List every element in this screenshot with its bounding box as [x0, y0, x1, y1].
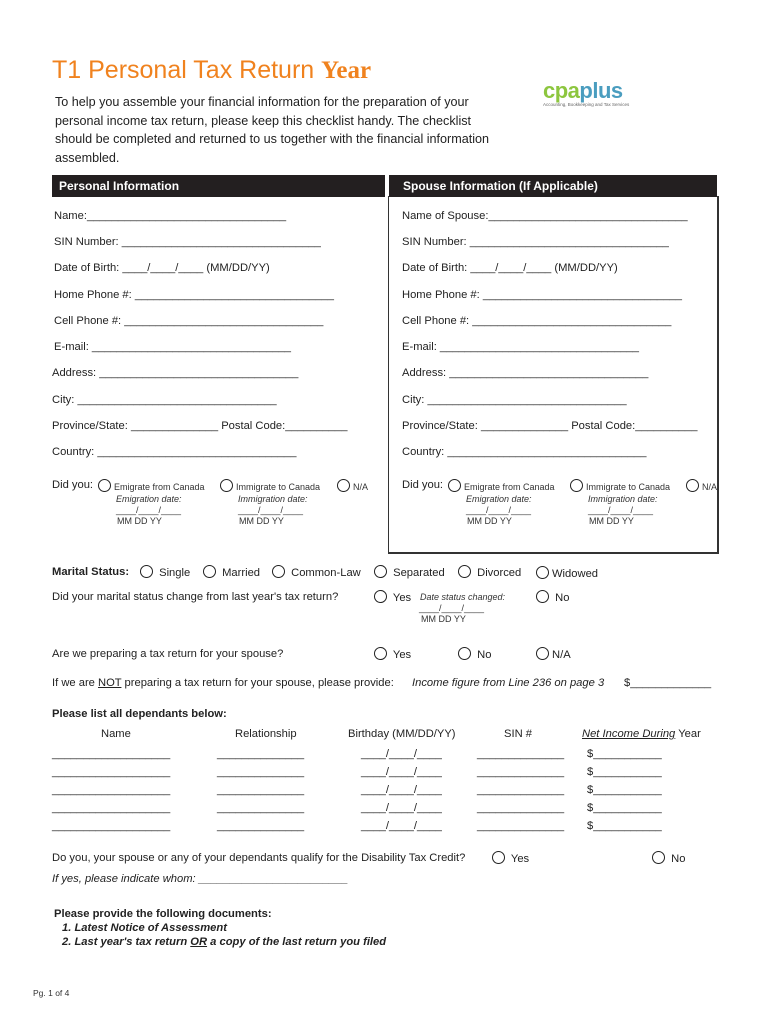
marital-change-no-label: No — [555, 592, 570, 604]
col-income-header — [582, 728, 701, 740]
col-income-year: Year — [678, 728, 701, 740]
email-field[interactable]: E-mail: ________________________________ — [54, 341, 292, 353]
title-year: Year — [321, 57, 372, 84]
document-item-1: 1. Latest Notice of Assessment — [62, 922, 227, 934]
dob-field[interactable]: Date of Birth: ____/____/____ (MM/DD/YY) — [54, 262, 270, 274]
date-status-changed-format: MM DD YY — [421, 614, 466, 624]
commonlaw-label: Common-Law — [291, 567, 361, 579]
marital-married-option[interactable] — [203, 565, 260, 579]
personal-info-header — [52, 175, 385, 197]
disability-yes-option[interactable] — [492, 851, 529, 865]
income-line-236-label: Income figure from Line 236 on page 3 — [412, 677, 605, 689]
marital-divorced-option[interactable] — [458, 565, 521, 579]
dependant-income-field[interactable]: $___________ — [587, 802, 662, 814]
spouse-city-field[interactable]: City: ________________________________ — [402, 394, 627, 406]
spouse-return-na-radio[interactable] — [536, 647, 549, 660]
document-item-2 — [62, 936, 386, 948]
divorced-label: Divorced — [477, 567, 522, 579]
intro-text: To help you assemble your financial information for the preparation of your personal income tax return, please keep this checklist handy. The checklist should be completed and returned to us together with the financial information assembled. — [55, 95, 490, 165]
spouse-emigration-date-field[interactable]: ____/____/____ — [466, 505, 532, 515]
dependant-sin-field[interactable]: ______________ — [477, 748, 565, 760]
spouse-return-no-radio[interactable] — [458, 647, 471, 660]
marital-change-no-radio[interactable] — [536, 590, 549, 603]
marital-change-yes-option[interactable] — [374, 590, 411, 604]
city-field[interactable]: City: ________________________________ — [52, 394, 277, 406]
emigrate-radio[interactable] — [98, 479, 111, 492]
spouse-return-yes-option[interactable] — [374, 647, 411, 661]
doc2-pre: 2. Last year's tax return — [62, 936, 191, 948]
country-field[interactable]: Country: ________________________________ — [52, 446, 297, 458]
dependant-sin-field[interactable]: ______________ — [477, 784, 565, 796]
spouse-did-you-label: Did you: — [402, 479, 444, 491]
logo-cpa: cpa — [543, 78, 580, 103]
cpaplus-logo — [543, 78, 629, 107]
not-post: preparing a tax return for your spouse, please provide: — [121, 677, 394, 689]
dependant-income-field[interactable]: $___________ — [587, 748, 662, 760]
immigration-date-format: MM DD YY — [239, 516, 284, 526]
disability-question: Do you, your spouse or any of your dependants qualify for the Disability Tax Credit? — [52, 852, 466, 864]
spouse-province-postal-field[interactable]: Province/State: ______________ Postal Code:__________ — [402, 420, 698, 432]
spouse-emigrate-radio[interactable] — [448, 479, 461, 492]
date-status-changed-field[interactable]: ____/____/____ — [419, 603, 485, 613]
dependants-heading: Please list all dependants below: — [52, 708, 227, 720]
dependant-name-field[interactable]: ___________________ — [52, 784, 171, 796]
separated-label: Separated — [393, 567, 445, 579]
spouse-return-no-option[interactable] — [458, 647, 491, 661]
spouse-return-na-label: N/A — [552, 649, 571, 661]
spouse-cell-phone-field[interactable]: Cell Phone #: ________________________________ — [402, 315, 672, 327]
separated-radio[interactable] — [374, 565, 387, 578]
spouse-return-yes-label: Yes — [392, 649, 412, 661]
commonlaw-radio[interactable] — [272, 565, 285, 578]
personal-heading-text: Personal Information — [59, 179, 180, 193]
dependant-name-field[interactable]: ___________________ — [52, 766, 171, 778]
immigrate-label: Immigrate to Canada — [236, 482, 321, 492]
province-postal-field[interactable]: Province/State: ______________ Postal Code:__________ — [52, 420, 348, 432]
dependant-birthday-field[interactable]: ____/____/____ — [361, 802, 442, 814]
disability-no-option[interactable] — [652, 851, 685, 865]
dependant-income-field[interactable]: $___________ — [587, 784, 662, 796]
spouse-return-no-label: No — [477, 649, 492, 661]
na-radio[interactable] — [337, 479, 350, 492]
spouse-return-yes-radio[interactable] — [374, 647, 387, 660]
spouse-na-radio[interactable] — [686, 479, 699, 492]
emigration-date-format: MM DD YY — [117, 516, 162, 526]
immigrate-radio[interactable] — [220, 479, 233, 492]
spouse-income-field[interactable]: $_____________ — [624, 677, 712, 689]
col-relationship-header: Relationship — [235, 728, 297, 740]
disability-no-radio[interactable] — [652, 851, 665, 864]
marital-status-label: Marital Status: — [52, 566, 130, 578]
spouse-return-na-option[interactable] — [536, 647, 571, 661]
immigration-date-label: Immigration date: — [238, 494, 308, 504]
dependant-relationship-field[interactable]: ______________ — [217, 820, 305, 832]
dependant-relationship-field[interactable]: ______________ — [217, 766, 305, 778]
dependant-birthday-field[interactable]: ____/____/____ — [361, 748, 442, 760]
immigrate-option[interactable] — [220, 479, 320, 492]
col-sin-header: SIN # — [504, 728, 532, 740]
na-option[interactable] — [337, 479, 368, 492]
widowed-radio[interactable] — [536, 566, 549, 579]
disability-yes-label: Yes — [510, 853, 530, 865]
page-title — [52, 56, 371, 85]
dependant-income-field[interactable]: $___________ — [587, 820, 662, 832]
sin-field[interactable]: SIN Number: ________________________________ — [54, 236, 321, 248]
dependant-name-field[interactable]: ___________________ — [52, 802, 171, 814]
widowed-label: Widowed — [552, 568, 599, 580]
married-radio[interactable] — [203, 565, 216, 578]
spouse-immigration-date-label: Immigration date: — [588, 494, 658, 504]
spouse-immigration-date-field[interactable]: ____/____/____ — [588, 505, 654, 515]
emigrate-label: Emigrate from Canada — [114, 482, 205, 492]
logo-tagline: Accounting, Bookkeeping and Tax Services — [543, 102, 630, 107]
spouse-email-field[interactable]: E-mail: ________________________________ — [402, 341, 640, 353]
spouse-immigrate-radio[interactable] — [570, 479, 583, 492]
marital-change-yes-radio[interactable] — [374, 590, 387, 603]
spouse-name-field[interactable]: Name of Spouse:________________________________ — [402, 210, 688, 222]
address-field[interactable]: Address: ________________________________ — [52, 367, 299, 379]
marital-change-yes-label: Yes — [392, 592, 412, 604]
marital-change-question: Did your marital status change from last year's tax return? — [52, 591, 339, 603]
dependant-birthday-field[interactable]: ____/____/____ — [361, 766, 442, 778]
spouse-return-question: Are we preparing a tax return for your spouse? — [52, 648, 284, 660]
emigrate-option[interactable] — [98, 479, 205, 492]
page-number: Pg. 1 of 4 — [33, 988, 70, 998]
spouse-sin-field[interactable]: SIN Number: ________________________________ — [402, 236, 669, 248]
col-income-text: Net Income During — [582, 728, 676, 740]
col-birthday-header: Birthday (MM/DD/YY) — [348, 728, 456, 740]
disability-no-label: No — [671, 853, 686, 865]
documents-heading: Please provide the following documents: — [54, 908, 272, 920]
spouse-info-header — [389, 175, 717, 197]
did-you-label: Did you: — [52, 479, 94, 491]
dependant-name-field[interactable]: ___________________ — [52, 820, 171, 832]
spouse-heading-text: Spouse Information (If Applicable) — [403, 179, 598, 193]
immigration-date-field[interactable]: ____/____/____ — [238, 505, 304, 515]
dependant-income-field[interactable]: $___________ — [587, 766, 662, 778]
dependant-sin-field[interactable]: ______________ — [477, 802, 565, 814]
name-field[interactable]: Name:________________________________ — [54, 210, 287, 222]
spouse-emigrate-option[interactable] — [448, 479, 555, 492]
logo-plus: plus — [579, 78, 623, 103]
doc2-post: a copy of the last return you filed — [207, 936, 387, 948]
single-radio[interactable] — [140, 565, 153, 578]
emigration-date-label: Emigration date: — [116, 494, 182, 504]
disability-yes-radio[interactable] — [492, 851, 505, 864]
emigration-date-field[interactable]: ____/____/____ — [116, 505, 182, 515]
dependant-relationship-field[interactable]: ______________ — [217, 748, 305, 760]
spouse-emigration-date-format: MM DD YY — [467, 516, 512, 526]
married-label: Married — [222, 567, 261, 579]
marital-widowed-option[interactable] — [536, 566, 598, 580]
single-label: Single — [159, 567, 191, 579]
dependant-sin-field[interactable]: ______________ — [477, 766, 565, 778]
spouse-emigration-date-label: Emigration date: — [466, 494, 532, 504]
na-label: N/A — [353, 482, 369, 492]
date-status-changed-label: Date status changed: — [420, 592, 506, 602]
spouse-na-option[interactable] — [686, 479, 717, 492]
dependant-relationship-field[interactable]: ______________ — [217, 784, 305, 796]
dependant-birthday-field[interactable]: ____/____/____ — [361, 820, 442, 832]
col-name-header: Name — [101, 728, 131, 740]
title-text: T1 Personal Tax Return — [52, 56, 315, 84]
spouse-dob-field[interactable]: Date of Birth: ____/____/____ (MM/DD/YY) — [402, 262, 618, 274]
spouse-address-field[interactable]: Address: ________________________________ — [402, 367, 649, 379]
marital-separated-option[interactable] — [374, 565, 445, 579]
spouse-emigrate-label: Emigrate from Canada — [464, 482, 555, 492]
dependant-name-field[interactable]: ___________________ — [52, 748, 171, 760]
marital-change-no-option[interactable] — [536, 590, 569, 604]
dependant-sin-field[interactable]: ______________ — [477, 820, 565, 832]
spouse-immigrate-label: Immigrate to Canada — [586, 482, 671, 492]
cell-phone-field[interactable]: Cell Phone #: ________________________________ — [54, 315, 324, 327]
spouse-immigrate-option[interactable] — [570, 479, 670, 492]
not-word: NOT — [98, 677, 122, 689]
spouse-home-phone-field[interactable]: Home Phone #: ________________________________ — [402, 289, 682, 301]
not-preparing-text — [52, 677, 394, 689]
dependant-birthday-field[interactable]: ____/____/____ — [361, 784, 442, 796]
marital-single-option[interactable] — [140, 565, 190, 579]
doc2-or: OR — [190, 936, 208, 948]
divorced-radio[interactable] — [458, 565, 471, 578]
home-phone-field[interactable]: Home Phone #: ________________________________ — [54, 289, 334, 301]
marital-commonlaw-option[interactable] — [272, 565, 361, 579]
spouse-country-field[interactable]: Country: ________________________________ — [402, 446, 647, 458]
dependant-relationship-field[interactable]: ______________ — [217, 802, 305, 814]
spouse-immigration-date-format: MM DD YY — [589, 516, 634, 526]
not-pre: If we are — [52, 677, 99, 689]
disability-indicate-field[interactable]: If yes, please indicate whom: ________________________ — [52, 873, 349, 885]
spouse-na-label: N/A — [702, 482, 718, 492]
